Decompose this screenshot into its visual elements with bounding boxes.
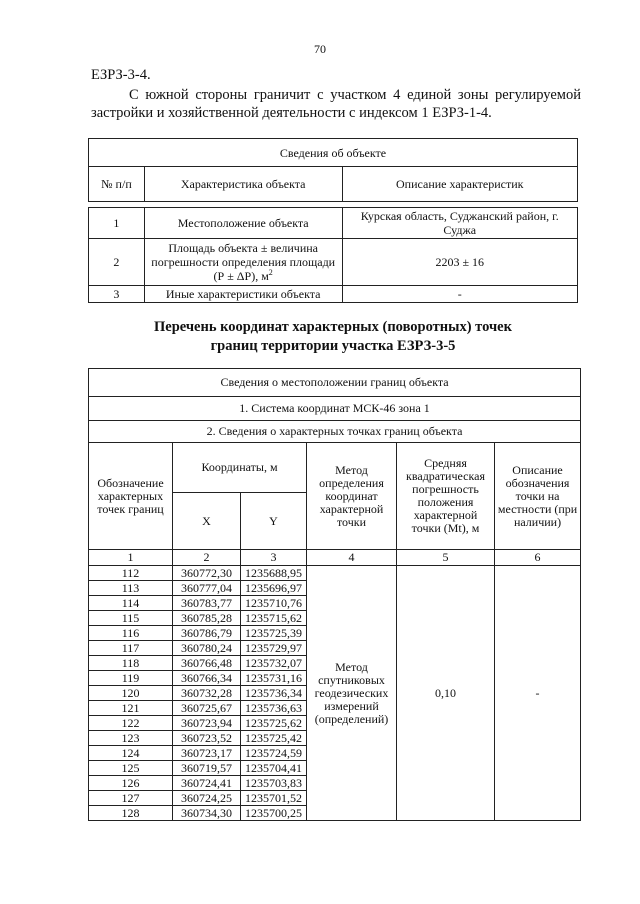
coord-x: 360724,41	[173, 776, 241, 791]
coord-x: 360785,28	[173, 611, 241, 626]
column-number: 2	[173, 550, 241, 566]
point-id: 116	[89, 626, 173, 641]
column-number: 3	[241, 550, 307, 566]
header-description: Описание характеристик	[342, 167, 578, 202]
point-id: 115	[89, 611, 173, 626]
coord-y: 1235701,52	[241, 791, 307, 806]
coord-x: 360732,28	[173, 686, 241, 701]
area-unit-superscript: 2	[268, 268, 273, 277]
intro-paragraph: С южной стороны граничит с участком 4 единой зоны регулируемой застройки и хозяйственной деятельности с индексом 1 ЕЗРЗ-1-4.	[91, 87, 581, 121]
header-accuracy: Средняя квадратическая погрешность положения характерной точки (Mt), м	[397, 443, 495, 550]
row-number: 1	[89, 208, 145, 239]
coord-y: 1235736,63	[241, 701, 307, 716]
method-cell: Метод спутниковых геодезических измерений (определений)	[307, 566, 397, 821]
object-table-title: Сведения об объекте	[89, 139, 578, 167]
column-number: 6	[495, 550, 581, 566]
point-id: 118	[89, 656, 173, 671]
coord-x: 360780,24	[173, 641, 241, 656]
coord-x: 360777,04	[173, 581, 241, 596]
coord-y: 1235703,83	[241, 776, 307, 791]
coord-y: 1235732,07	[241, 656, 307, 671]
coord-y: 1235715,62	[241, 611, 307, 626]
point-id: 124	[89, 746, 173, 761]
table-row	[89, 566, 581, 581]
header-coordinates: Координаты, м	[173, 443, 307, 493]
coord-x: 360724,25	[173, 791, 241, 806]
coord-x: 360783,77	[173, 596, 241, 611]
coord-y: 1235696,97	[241, 581, 307, 596]
header-point: Обозначение характерных точек границ	[89, 443, 173, 550]
coord-y: 1235688,95	[241, 566, 307, 581]
heading-line-1: Перечень координат характерных (поворотных) точек	[154, 319, 512, 335]
point-id: 113	[89, 581, 173, 596]
coord-x: 360766,34	[173, 671, 241, 686]
intro-line-1: ЕЗРЗ-3-4.	[91, 67, 151, 83]
header-characteristic: Характеристика объекта	[144, 167, 342, 202]
point-id: 126	[89, 776, 173, 791]
coord-x: 360723,52	[173, 731, 241, 746]
coord-y: 1235731,16	[241, 671, 307, 686]
header-y: Y	[241, 493, 307, 550]
coord-x: 360719,57	[173, 761, 241, 776]
coord-y: 1235710,76	[241, 596, 307, 611]
point-id: 123	[89, 731, 173, 746]
description-cell: -	[495, 566, 581, 821]
column-number: 4	[307, 550, 397, 566]
coordinates-heading	[88, 318, 578, 356]
point-id: 119	[89, 671, 173, 686]
header-number: № п/п	[89, 167, 145, 202]
header-method: Метод определения координат характерной точки	[307, 443, 397, 550]
coordinates-table	[88, 368, 581, 821]
coords-table-title: Сведения о местоположении границ объекта	[89, 369, 581, 397]
coord-y: 1235725,62	[241, 716, 307, 731]
point-id: 112	[89, 566, 173, 581]
point-id: 121	[89, 701, 173, 716]
accuracy-cell: 0,10	[397, 566, 495, 821]
coord-y: 1235725,39	[241, 626, 307, 641]
column-number: 1	[89, 550, 173, 566]
row-number: 2	[89, 239, 145, 286]
point-id: 114	[89, 596, 173, 611]
coord-x: 360734,30	[173, 806, 241, 821]
heading-line-2: границ территории участка ЕЗРЗ-3-5	[210, 338, 456, 354]
row-characteristic: Иные характеристики объекта	[144, 286, 342, 303]
coordinate-system: 1. Система координат МСК-46 зона 1	[89, 397, 581, 421]
header-point-description: Описание обозначения точки на местности (при наличии)	[495, 443, 581, 550]
column-number: 5	[397, 550, 495, 566]
coord-x: 360725,67	[173, 701, 241, 716]
coord-y: 1235700,25	[241, 806, 307, 821]
coord-x: 360723,17	[173, 746, 241, 761]
point-id: 127	[89, 791, 173, 806]
coord-x: 360723,94	[173, 716, 241, 731]
row-number: 3	[89, 286, 145, 303]
point-id: 120	[89, 686, 173, 701]
row-description: 2203 ± 16	[342, 239, 578, 286]
coord-y: 1235736,34	[241, 686, 307, 701]
object-info-table	[88, 138, 578, 303]
point-id: 122	[89, 716, 173, 731]
header-x: X	[173, 493, 241, 550]
coord-x: 360766,48	[173, 656, 241, 671]
point-id: 128	[89, 806, 173, 821]
coord-y: 1235729,97	[241, 641, 307, 656]
points-subtitle: 2. Сведения о характерных точках границ объекта	[89, 421, 581, 443]
coord-x: 360786,79	[173, 626, 241, 641]
coord-y: 1235725,42	[241, 731, 307, 746]
area-label: Площадь объекта ± величина погрешности определения площади (Р ± ΔР), м	[151, 241, 336, 283]
coord-y: 1235704,41	[241, 761, 307, 776]
point-id: 117	[89, 641, 173, 656]
row-description: Курская область, Суджанский район, г. Суджа	[342, 208, 578, 239]
coord-y: 1235724,59	[241, 746, 307, 761]
row-characteristic	[144, 239, 342, 286]
point-id: 125	[89, 761, 173, 776]
row-characteristic: Местоположение объекта	[144, 208, 342, 239]
page-number: 70	[314, 42, 326, 56]
row-description: -	[342, 286, 578, 303]
coord-x: 360772,30	[173, 566, 241, 581]
